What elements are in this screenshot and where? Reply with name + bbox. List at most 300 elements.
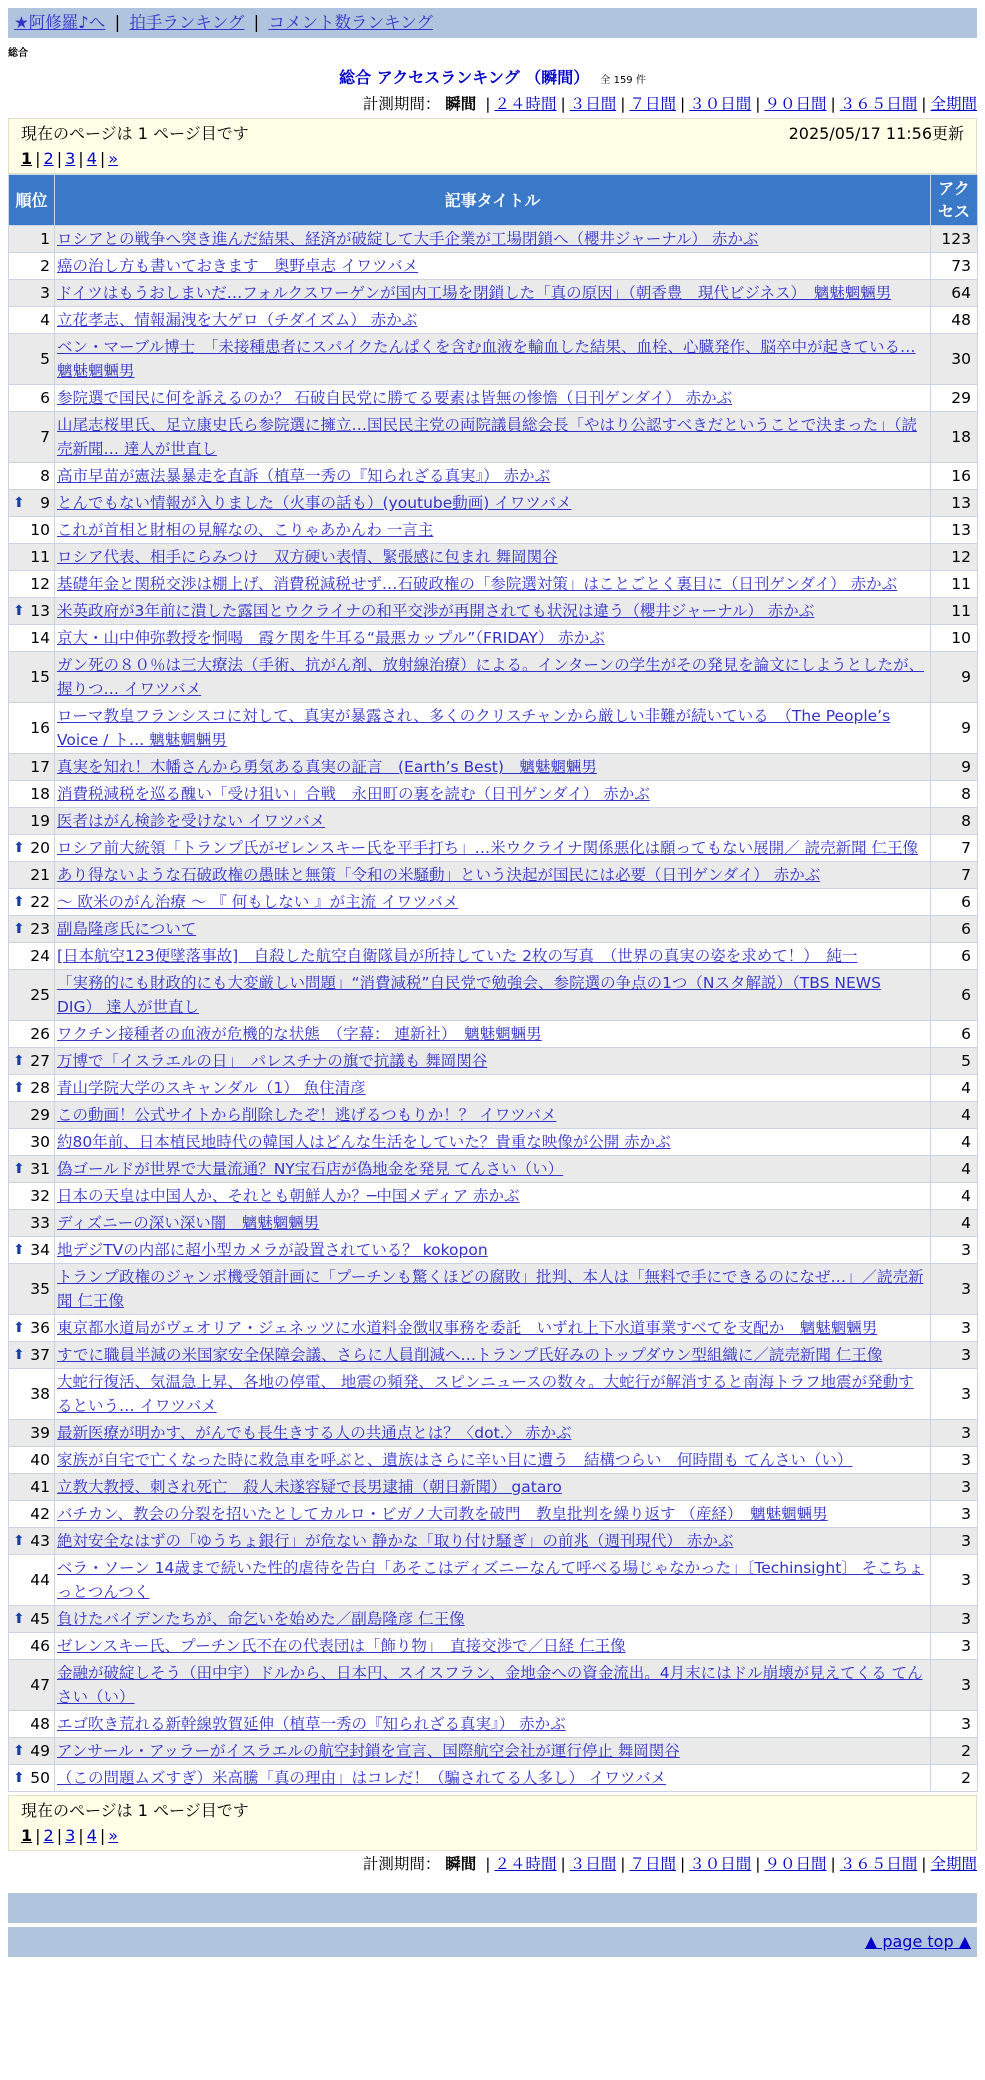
table-row xyxy=(9,385,978,412)
table-row xyxy=(9,280,978,307)
table-row xyxy=(9,1264,978,1315)
title-cell xyxy=(55,463,931,490)
article-link[interactable]: 立花孝志、情報漏洩を大ゲロ（チダイズム） 赤かぶ xyxy=(57,311,418,329)
access-count: 73 xyxy=(931,253,978,280)
rank-cell xyxy=(9,1075,55,1102)
rank-cell xyxy=(9,490,55,517)
access-count: 29 xyxy=(931,385,978,412)
rank-number: 5 xyxy=(40,350,50,368)
rank-cell xyxy=(9,1765,55,1792)
article-link[interactable]: エゴ吹き荒れる新幹線敦賀延伸（植草一秀の『知られざる真実』） 赤かぶ xyxy=(57,1715,566,1733)
page-separator: | xyxy=(99,1826,106,1845)
period-link[interactable]: 全期間 xyxy=(930,1855,977,1873)
rank-cell xyxy=(9,1420,55,1447)
rank-cell xyxy=(9,862,55,889)
title-cell xyxy=(55,652,931,703)
table-row xyxy=(9,1660,978,1711)
access-count: 7 xyxy=(931,835,978,862)
table-row xyxy=(9,1528,978,1555)
rank-cell xyxy=(9,1048,55,1075)
page-separator: | xyxy=(99,149,106,168)
home-link[interactable]: ★阿修羅♪へ xyxy=(14,13,106,32)
rank-number: 18 xyxy=(30,785,50,803)
ranking-title-row xyxy=(8,68,977,91)
rank-cell xyxy=(9,571,55,598)
period-link[interactable]: ２４時間 xyxy=(494,95,557,113)
access-count: 4 xyxy=(931,1156,978,1183)
table-row xyxy=(9,1156,978,1183)
table-row xyxy=(9,1342,978,1369)
table-row xyxy=(9,517,978,544)
table-row xyxy=(9,862,978,889)
period-link[interactable]: ３６５日間 xyxy=(839,95,918,113)
article-link[interactable]: 「実務的にも財政的にも大変厳しい問題」“消費減税”自民党で勉強会、参院選の争点の1つ（Nスタ解説）（TBS NEWS DIG） 達人が世直し xyxy=(57,974,881,1016)
period-current: 瞬間 xyxy=(445,1855,477,1873)
title-cell xyxy=(55,571,931,598)
table-row xyxy=(9,544,978,571)
period-link[interactable]: ３０日間 xyxy=(689,1855,752,1873)
footer-bar xyxy=(8,1893,977,1923)
clap-ranking-link[interactable]: 拍手ランキング xyxy=(129,13,245,32)
article-link[interactable]: 癌の治し方も書いておきます 奥野卓志 イワツバメ xyxy=(57,257,419,275)
access-count: 13 xyxy=(931,517,978,544)
rank-number: 25 xyxy=(30,986,50,1004)
article-link[interactable]: 青山学院大学のスキャンダル（1） 魚住清彦 xyxy=(57,1079,366,1097)
period-separator: | xyxy=(485,1855,491,1873)
rank-number: 20 xyxy=(30,839,50,857)
table-row xyxy=(9,1075,978,1102)
title-cell xyxy=(55,625,931,652)
article-link[interactable]: ベラ・ソーン 14歳まで続いた性的虐待を告白「あそこはディズニーなんて呼べる場じゃなかった」〔Techinsight〕 そこちょっとつんつく xyxy=(57,1559,924,1601)
table-row xyxy=(9,1738,978,1765)
title-cell xyxy=(55,862,931,889)
next-page-link[interactable]: » xyxy=(108,149,119,168)
page-link-2[interactable]: 2 xyxy=(43,149,54,168)
access-count: 3 xyxy=(931,1315,978,1342)
up-arrow-icon: ⬆ xyxy=(13,1770,25,1786)
period-separator: | xyxy=(485,95,491,113)
rank-cell xyxy=(9,943,55,970)
rank-number: 47 xyxy=(30,1676,50,1694)
access-count: 4 xyxy=(931,1075,978,1102)
title-cell xyxy=(55,226,931,253)
rank-cell xyxy=(9,463,55,490)
comment-ranking-link[interactable]: コメント数ランキング xyxy=(268,13,433,32)
rank-number: 8 xyxy=(40,467,50,485)
period-link[interactable]: ９０日間 xyxy=(764,1855,827,1873)
title-cell xyxy=(55,1606,931,1633)
rank-number: 12 xyxy=(30,575,50,593)
table-row xyxy=(9,1048,978,1075)
title-cell xyxy=(55,1102,931,1129)
article-link[interactable]: 金融が破綻しそう（田中宇）ドルから、日本円、スイスフラン、金地金への資金流出。4月末にはドル崩壊が見えてくる てんさい（い） xyxy=(57,1664,923,1706)
up-arrow-icon: ⬆ xyxy=(13,495,25,511)
rank-cell xyxy=(9,1102,55,1129)
table-row xyxy=(9,808,978,835)
rank-cell xyxy=(9,307,55,334)
title-cell xyxy=(55,598,931,625)
current-page-number: 1 xyxy=(21,1826,33,1845)
access-count: 8 xyxy=(931,808,978,835)
rank-number: 2 xyxy=(40,257,50,275)
title-cell xyxy=(55,1210,931,1237)
rank-cell xyxy=(9,1528,55,1555)
up-arrow-icon: ⬆ xyxy=(13,840,25,856)
title-cell xyxy=(55,703,931,754)
period-separator: | xyxy=(755,1855,761,1873)
period-link[interactable]: ３６５日間 xyxy=(839,1855,918,1873)
rank-number: 35 xyxy=(30,1280,50,1298)
article-link[interactable]: これが首相と財相の見解なの、こりゃあかんわ 一言主 xyxy=(57,521,434,539)
article-link[interactable]: ～ 欧米のがん治療 ～ 『 何もしない 』が主流 イワツバメ xyxy=(57,893,459,911)
up-arrow-icon: ⬆ xyxy=(13,1320,25,1336)
rank-number: 15 xyxy=(30,668,50,686)
article-link[interactable]: 地デジTVの内部に超小型カメラが設置されている？ kokopon xyxy=(57,1241,488,1259)
access-count: 9 xyxy=(931,754,978,781)
article-link[interactable]: 立教大教授、刺され死亡 殺人未遂容疑で長男逮捕（朝日新聞） gataro xyxy=(57,1478,562,1496)
pager-bottom xyxy=(8,1795,977,1851)
article-link[interactable]: ドイツはもうおしまいだ…フォルクスワーゲンが国内工場を閉鎖した「真の原因」（朝香豊 現代ビジネス） 魑魅魍魎男 xyxy=(57,284,892,302)
article-link[interactable]: 京大・山中伸弥教授を恫喝 霞ケ関を牛耳る“最悪カップル”（FRIDAY） 赤かぶ xyxy=(57,629,605,647)
nav-separator: | xyxy=(114,13,121,32)
rank-cell xyxy=(9,598,55,625)
table-row xyxy=(9,253,978,280)
article-link[interactable]: 万博で「イスラエルの日」 パレスチナの旗で抗議も 舞岡関谷 xyxy=(57,1052,488,1070)
access-count: 4 xyxy=(931,1129,978,1156)
article-link[interactable]: あり得ないような石破政権の愚昧と無策「令和の米騒動」という決起が国民には必要（日刊ゲンダイ） 赤かぶ xyxy=(57,866,821,884)
access-count: 3 xyxy=(931,1555,978,1606)
article-link[interactable]: 日本の天皇は中国人か、それとも朝鮮人か？─中国メディア 赤かぶ xyxy=(57,1187,520,1205)
page-separator: | xyxy=(56,149,63,168)
page-top-bar xyxy=(8,1927,977,1957)
up-arrow-icon: ⬆ xyxy=(13,1743,25,1759)
page-links xyxy=(21,146,964,171)
rank-cell xyxy=(9,1264,55,1315)
total-count: 全 159 件 xyxy=(600,75,646,86)
table-row xyxy=(9,625,978,652)
period-link[interactable]: ２４時間 xyxy=(494,1855,557,1873)
title-cell xyxy=(55,1474,931,1501)
rank-number: 50 xyxy=(30,1769,50,1787)
access-count: 30 xyxy=(931,334,978,385)
table-row xyxy=(9,1555,978,1606)
rank-number: 14 xyxy=(30,629,50,647)
next-page-link[interactable]: » xyxy=(108,1826,119,1845)
page-link-2[interactable]: 2 xyxy=(43,1826,54,1845)
period-label: 計測期間： xyxy=(362,1855,441,1873)
current-page-text: 現在のページは 1 ページ目です xyxy=(21,1801,249,1820)
article-link[interactable]: 基礎年金と関税交渉は棚上げ、消費税減税せず…石破政権の「参院選対策」はことごとく裏目に（日刊ゲンダイ） 赤かぶ xyxy=(57,575,898,593)
rank-number: 27 xyxy=(30,1052,50,1070)
article-link[interactable]: 負けたバイデンたちが、命乞いを始めた／副島隆彦 仁王像 xyxy=(57,1610,465,1628)
nav-separator: | xyxy=(253,13,260,32)
col-rank-header: 順位 xyxy=(9,175,55,226)
page-separator: | xyxy=(56,1826,63,1845)
rank-cell xyxy=(9,253,55,280)
access-count: 18 xyxy=(931,412,978,463)
page-link-4[interactable]: 4 xyxy=(86,1826,97,1845)
rank-cell xyxy=(9,544,55,571)
article-link[interactable]: アンサール・アッラーがイスラエルの航空封鎖を宣言、国際航空会社が運行停止 舞岡関谷 xyxy=(57,1742,680,1760)
rank-cell xyxy=(9,652,55,703)
page-link-3[interactable]: 3 xyxy=(65,149,76,168)
title-cell xyxy=(55,1501,931,1528)
category-label: 総合 xyxy=(8,48,28,59)
access-count: 10 xyxy=(931,625,978,652)
access-count: 3 xyxy=(931,1501,978,1528)
rank-number: 30 xyxy=(30,1133,50,1151)
page-separator: | xyxy=(35,149,41,168)
article-link[interactable]: バチカン、教会の分裂を招いたとしてカルロ・ビガノ大司教を破門 教皇批判を繰り返す （産経） 魑魅魍魎男 xyxy=(57,1505,828,1523)
access-count: 9 xyxy=(931,652,978,703)
rank-cell xyxy=(9,1210,55,1237)
up-arrow-icon: ⬆ xyxy=(13,1242,25,1258)
rank-cell xyxy=(9,1606,55,1633)
rank-cell xyxy=(9,1369,55,1420)
article-link[interactable]: 約80年前、日本植民地時代の韓国人はどんな生活をしていた？貴重な映像が公開 赤かぶ xyxy=(57,1133,671,1151)
title-cell xyxy=(55,253,931,280)
access-count: 4 xyxy=(931,1102,978,1129)
article-link[interactable]: 東京都水道局がヴェオリア・ジェネッツに水道料金徴収事務を委託 いずれ上下水道事業すべてを支配か 魑魅魍魎男 xyxy=(57,1319,878,1337)
access-count: 3 xyxy=(931,1711,978,1738)
ranking-table xyxy=(8,174,978,1792)
rank-number: 34 xyxy=(30,1241,50,1259)
rank-number: 46 xyxy=(30,1637,50,1655)
rank-cell xyxy=(9,1633,55,1660)
article-link[interactable]: 山尾志桜里氏、足立康史氏ら参院選に擁立…国民民主党の両院議員総会長「やはり公認すべきだということで決まった」（読売新聞… 達人が世直し xyxy=(57,416,917,458)
title-cell xyxy=(55,334,931,385)
table-row xyxy=(9,1021,978,1048)
period-link[interactable]: 全期間 xyxy=(930,95,977,113)
title-cell xyxy=(55,1660,931,1711)
article-link[interactable]: ロシア前大統領「トランプ氏がゼレンスキー氏を平手打ち」…米ウクライナ関係悪化は願ってもない展開／ 読売新聞 仁王像 xyxy=(57,839,919,857)
table-row xyxy=(9,463,978,490)
title-cell xyxy=(55,808,931,835)
article-link[interactable]: 大蛇行復活、気温急上昇、各地の停電、 地震の頻発、スピンニュースの数々。大蛇行が解消すると南海トラフ地震が発動するという… イワツバメ xyxy=(57,1373,914,1415)
period-link[interactable]: ９０日間 xyxy=(764,95,827,113)
article-link[interactable]: 家族が自宅で亡くなった時に救急車を呼ぶと、遺族はさらに辛い目に遭う 結構つらい 何時間も てんさい（い） xyxy=(57,1451,853,1469)
title-cell xyxy=(55,943,931,970)
updated-time: 2025/05/17 11:56更新 xyxy=(788,124,964,143)
period-selector-top xyxy=(8,93,977,115)
article-link[interactable]: 偽ゴールドが世界で大量流通？NY宝石店が偽地金を発見 てんさい（い） xyxy=(57,1160,564,1178)
article-link[interactable]: ワクチン接種者の血液が危機的な状態 （字幕： 連新社） 魑魅魍魎男 xyxy=(57,1025,542,1043)
article-link[interactable]: 米英政府が3年前に潰した露国とウクライナの和平交渉が再開されても状況は違う（櫻井ジャーナル） 赤かぶ xyxy=(57,602,815,620)
rank-cell xyxy=(9,835,55,862)
rank-number: 10 xyxy=(30,521,50,539)
period-separator: | xyxy=(830,1855,836,1873)
access-count: 64 xyxy=(931,280,978,307)
rank-cell xyxy=(9,625,55,652)
period-separator: | xyxy=(921,95,927,113)
up-arrow-icon: ⬆ xyxy=(13,1347,25,1363)
access-count: 12 xyxy=(931,544,978,571)
access-count: 3 xyxy=(931,1474,978,1501)
access-count: 8 xyxy=(931,781,978,808)
article-link[interactable]: 最新医療が明かす、がんでも長生きする人の共通点とは？〈dot.〉 赤かぶ xyxy=(57,1424,572,1442)
rank-cell xyxy=(9,1501,55,1528)
table-row xyxy=(9,1237,978,1264)
access-count: 11 xyxy=(931,571,978,598)
period-separator: | xyxy=(755,95,761,113)
access-count: 6 xyxy=(931,889,978,916)
period-link[interactable]: ３日間 xyxy=(569,95,617,113)
title-cell xyxy=(55,544,931,571)
article-link[interactable]: ロシアとの戦争へ突き進んだ結果、経済が破綻して大手企業が工場閉鎖へ（櫻井ジャーナル） 赤かぶ xyxy=(57,230,759,248)
article-link[interactable]: 医者はがん検診を受けない イワツバメ xyxy=(57,812,326,830)
up-arrow-icon: ⬆ xyxy=(13,603,25,619)
title-cell xyxy=(55,1447,931,1474)
rank-cell xyxy=(9,703,55,754)
access-count: 5 xyxy=(931,1048,978,1075)
up-arrow-icon: ⬆ xyxy=(13,1053,25,1069)
table-row xyxy=(9,916,978,943)
up-arrow-icon: ⬆ xyxy=(13,1161,25,1177)
rank-number: 37 xyxy=(30,1346,50,1364)
access-count: 3 xyxy=(931,1264,978,1315)
table-row xyxy=(9,781,978,808)
rank-number: 13 xyxy=(30,602,50,620)
title-cell xyxy=(55,1555,931,1606)
article-link[interactable]: 高市早苗が憲法暴暴走を直訴（植草一秀の『知られざる真実』） 赤かぶ xyxy=(57,467,551,485)
access-count: 3 xyxy=(931,1633,978,1660)
rank-cell xyxy=(9,1183,55,1210)
table-row xyxy=(9,334,978,385)
rank-number: 29 xyxy=(30,1106,50,1124)
article-link[interactable]: トランプ政権のジャンボ機受領計画に「プーチンも驚くほどの腐敗」批判、本人は「無料で手にできるのになぜ…」／読売新聞 仁王像 xyxy=(57,1268,924,1310)
access-count: 123 xyxy=(931,226,978,253)
article-link[interactable]: 真実を知れ！木幡さんから勇気ある真実の証言 (Earth’s Best) 魑魅魍魎男 xyxy=(57,758,597,776)
article-link[interactable]: [日本航空123便墜落事故] 自殺した航空自衛隊員が所持していた 2枚の写真 （世界の真実の姿を求めて！） 純一 xyxy=(57,947,858,965)
title-cell xyxy=(55,517,931,544)
article-link[interactable]: ガン死の８０％は三大療法（手術、抗がん剤、放射線治療）による。インターンの学生がその発見を論文にしようとしたが、握りつ… イワツバメ xyxy=(57,656,925,698)
article-link[interactable]: 副島隆彦氏について xyxy=(57,920,197,938)
rank-number: 22 xyxy=(30,893,50,911)
table-row xyxy=(9,970,978,1021)
up-arrow-icon: ⬆ xyxy=(13,1080,25,1096)
title-cell xyxy=(55,1129,931,1156)
rank-number: 40 xyxy=(30,1451,50,1469)
article-link[interactable]: すでに職員半減の米国家安全保障会議、さらに人員削減へ…トランプ氏好みのトップダウン型組織に／読売新聞 仁王像 xyxy=(57,1346,883,1364)
access-count: 6 xyxy=(931,943,978,970)
title-cell xyxy=(55,1765,931,1792)
table-row xyxy=(9,1420,978,1447)
rank-number: 42 xyxy=(30,1505,50,1523)
period-separator: | xyxy=(680,95,686,113)
title-cell xyxy=(55,412,931,463)
period-link[interactable]: ７日間 xyxy=(629,1855,676,1873)
title-cell xyxy=(55,1048,931,1075)
article-link[interactable]: ロシア代表、相手にらみつけ 双方硬い表情、緊張感に包まれ 舞岡関谷 xyxy=(57,548,558,566)
article-link[interactable]: 絶対安全なはずの「ゆうちょ銀行」が危ない 静かな「取り付け騒ぎ」の前兆（週刊現代） 赤かぶ xyxy=(57,1532,734,1550)
page-top-link[interactable]: ▲ page top ▲ xyxy=(864,1932,971,1951)
period-link[interactable]: ７日間 xyxy=(629,95,676,113)
rank-number: 39 xyxy=(30,1424,50,1442)
current-page-number: 1 xyxy=(21,149,33,168)
rank-number: 26 xyxy=(30,1025,50,1043)
title-cell xyxy=(55,1315,931,1342)
article-link[interactable]: ディズニーの深い深い闇 魑魅魍魎男 xyxy=(57,1214,320,1232)
rank-cell xyxy=(9,970,55,1021)
access-count: 6 xyxy=(931,970,978,1021)
rank-number: 31 xyxy=(30,1160,50,1178)
up-arrow-icon: ⬆ xyxy=(13,894,25,910)
rank-cell xyxy=(9,1711,55,1738)
rank-number: 49 xyxy=(30,1742,50,1760)
page-link-4[interactable]: 4 xyxy=(86,149,97,168)
rank-cell xyxy=(9,412,55,463)
title-cell xyxy=(55,1711,931,1738)
page-links xyxy=(21,1823,964,1848)
rank-cell xyxy=(9,385,55,412)
rank-number: 7 xyxy=(40,428,50,446)
article-link[interactable]: ローマ教皇フランシスコに対して、真実が暴露され、多くのクリスチャンから厳しい非難が続いている （The People’s Voice / ト… 魑魅魍魎男 xyxy=(57,707,891,749)
period-separator: | xyxy=(921,1855,927,1873)
rank-cell xyxy=(9,1474,55,1501)
article-link[interactable]: この動画！公式サイトから削除したぞ！逃げるつもりか！？ イワツバメ xyxy=(57,1106,557,1124)
period-link[interactable]: ３０日間 xyxy=(689,95,752,113)
access-count: 3 xyxy=(931,1660,978,1711)
title-cell xyxy=(55,754,931,781)
ranking-title: 総合 アクセスランキング （瞬間） xyxy=(339,68,590,87)
article-link[interactable]: ゼレンスキー氏、プーチン氏不在の代表団は「飾り物」 直接交渉で／日経 仁王像 xyxy=(57,1637,626,1655)
table-row xyxy=(9,1501,978,1528)
title-cell xyxy=(55,1633,931,1660)
article-link[interactable]: 消費税減税を巡る醜い「受け狙い」合戦 永田町の裏を読む（日刊ゲンダイ） 赤かぶ xyxy=(57,785,650,803)
period-separator: | xyxy=(560,95,566,113)
rank-number: 19 xyxy=(30,812,50,830)
article-link[interactable]: ベン・マーブル博士 「未接種患者にスパイクたんぱくを含む血液を輸血した結果、血栓、心臓発作、脳卒中が起きている… 魑魅魍魎男 xyxy=(57,338,916,380)
rank-cell xyxy=(9,808,55,835)
period-link[interactable]: ３日間 xyxy=(569,1855,617,1873)
table-row xyxy=(9,835,978,862)
table-row xyxy=(9,754,978,781)
access-count: 3 xyxy=(931,1528,978,1555)
page-separator: | xyxy=(78,149,84,168)
article-link[interactable]: （この問題ムズすぎ）米高騰「真の理由」はコレだ！（騙されてる人多し） イワツバメ xyxy=(57,1769,667,1787)
title-cell xyxy=(55,1237,931,1264)
page-link-3[interactable]: 3 xyxy=(65,1826,76,1845)
access-count: 2 xyxy=(931,1738,978,1765)
rank-number: 44 xyxy=(30,1571,50,1589)
title-cell xyxy=(55,1342,931,1369)
table-row xyxy=(9,1474,978,1501)
title-cell xyxy=(55,1738,931,1765)
article-link[interactable]: 参院選で国民に何を訴えるのか？ 石破自民党に勝てる要素は皆無の惨憺（日刊ゲンダイ） 赤かぶ xyxy=(57,389,733,407)
access-count: 3 xyxy=(931,1420,978,1447)
title-cell xyxy=(55,1369,931,1420)
table-row xyxy=(9,1102,978,1129)
rank-number: 9 xyxy=(40,494,50,512)
rank-number: 41 xyxy=(30,1478,50,1496)
period-links xyxy=(481,1855,977,1873)
rank-number: 43 xyxy=(30,1532,50,1550)
title-cell xyxy=(55,1075,931,1102)
title-cell xyxy=(55,280,931,307)
period-label: 計測期間： xyxy=(362,95,441,113)
rank-cell xyxy=(9,781,55,808)
period-separator: | xyxy=(830,95,836,113)
period-current: 瞬間 xyxy=(445,95,477,113)
article-link[interactable]: とんでもない情報が入りました（火事の話も）(youtube動画) イワツバメ xyxy=(57,494,572,512)
rank-number: 3 xyxy=(40,284,50,302)
rank-cell xyxy=(9,1660,55,1711)
title-cell xyxy=(55,1183,931,1210)
table-row xyxy=(9,571,978,598)
table-row xyxy=(9,490,978,517)
rank-cell xyxy=(9,226,55,253)
rank-number: 38 xyxy=(30,1385,50,1403)
